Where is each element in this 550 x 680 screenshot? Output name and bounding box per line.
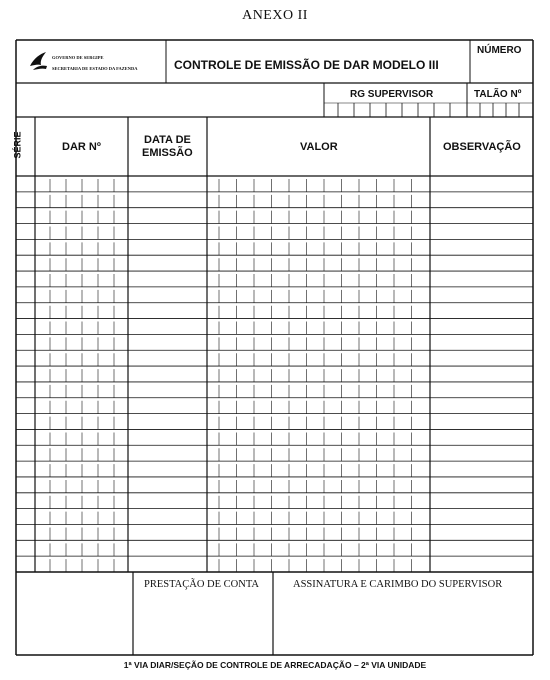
column-header-data-line1: DATA DE [144, 134, 191, 146]
column-header-valor: VALOR [300, 141, 338, 153]
column-header-observacao: OBSERVAÇÃO [443, 141, 521, 153]
footer-note: 1ª VIA DIAR/SEÇÃO DE CONTROLE DE ARRECADAÇÃO – 2ª VIA UNIDADE [123, 660, 427, 670]
govt-name-line1: GOVERNO DE SERGIPE [52, 55, 104, 60]
prestacao-de-conta-label: PRESTAÇÃO DE CONTA [144, 579, 259, 590]
assinatura-supervisor-label: ASSINATURA E CARIMBO DO SUPERVISOR [293, 579, 503, 590]
rg-supervisor-label: RG SUPERVISOR [350, 89, 434, 100]
column-header-data-line2: EMISSÃO [142, 147, 193, 159]
numero-label: NÚMERO [477, 45, 522, 56]
govt-name-line2: SECRETARIA DE ESTADO DA FAZENDA [52, 66, 138, 71]
form-title: CONTROLE DE EMISSÃO DE DAR MODELO III [174, 58, 439, 72]
column-header-dar-no: DAR Nº [62, 141, 101, 153]
annex-title: ANEXO II [242, 8, 308, 23]
sergipe-emblem-icon [30, 52, 47, 70]
talao-label: TALÃO Nº [474, 89, 522, 100]
column-header-serie: SÉRIE [12, 131, 23, 159]
